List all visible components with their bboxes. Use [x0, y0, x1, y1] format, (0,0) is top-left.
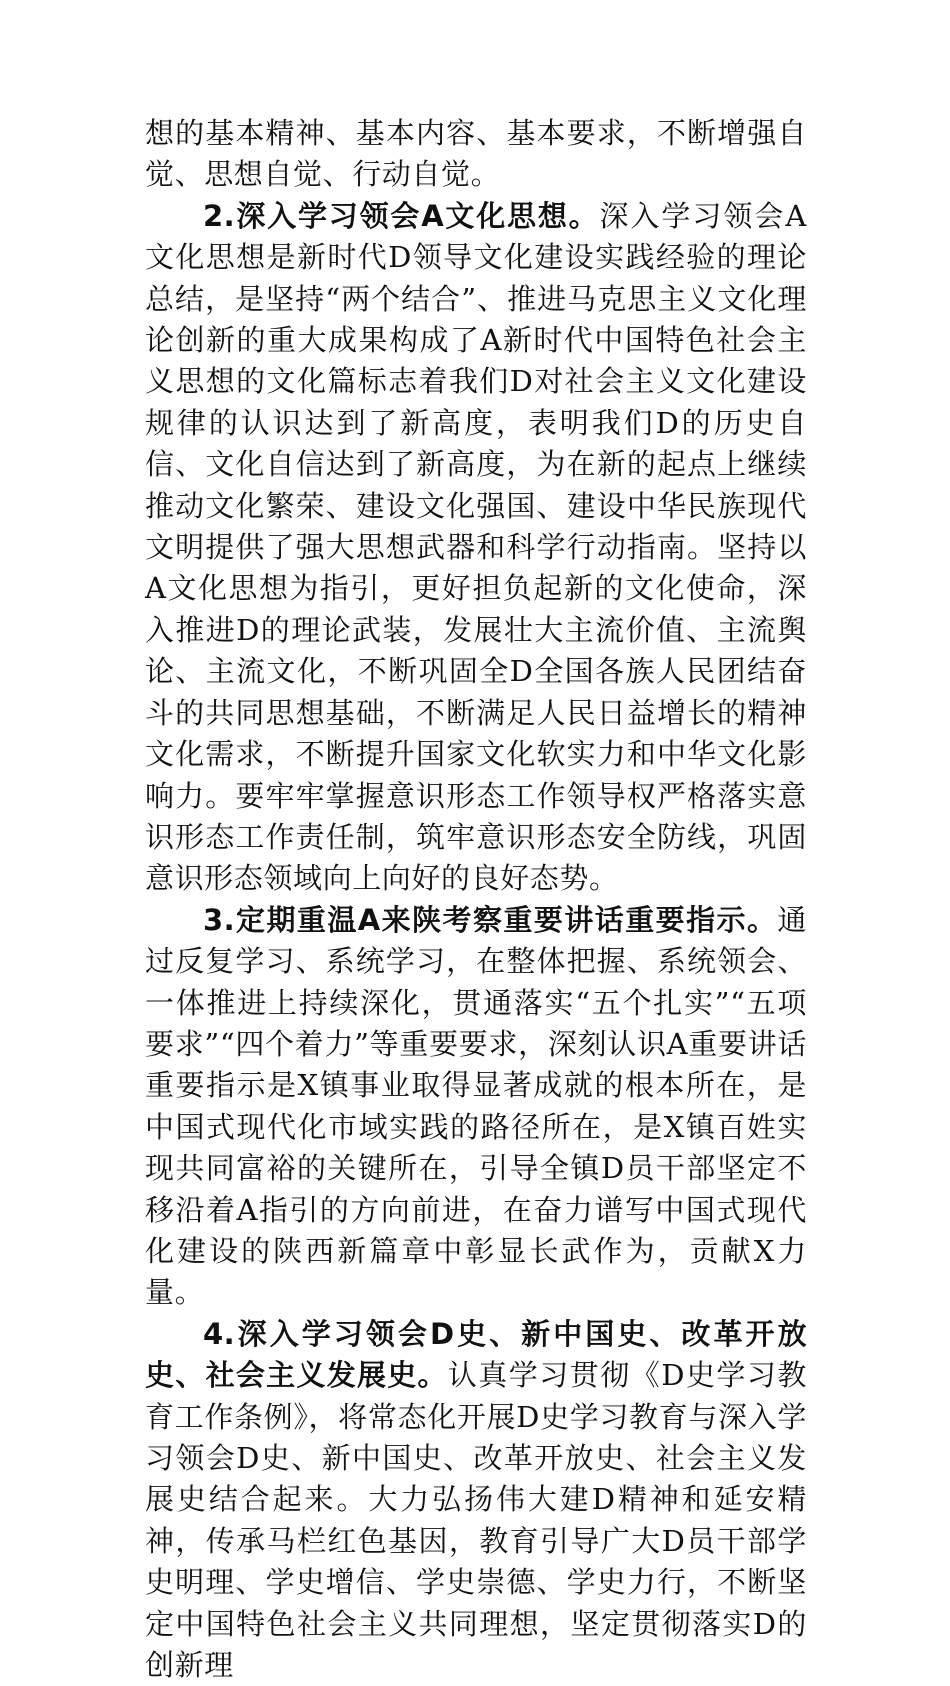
- paragraph-heading: 3.定期重温A来陕考察重要讲话重要指示。: [203, 902, 778, 937]
- paragraph-heading: 4.深入学习领会D史、新中国史、改革开放史、社会主义发展史。: [145, 1316, 807, 1393]
- paragraph-body: 认真学习贯彻《D史学习教育工作条例》，将常态化开展D史学习教育与深入学习领会D史、新中国史、改革开放史、社会主义发展史结合起来。大力弘扬伟大建D精神和延安精神，传承马栏红色基因，教育引导广大D员干部学史明理、学史增信、学史崇德、学史力行，不断坚定中国特色社会主义共同理想，坚定贯彻落实D的创新理: [145, 1358, 807, 1683]
- paragraph-body: 通过反复学习、系统学习，在整体把握、系统领会、一体推进上持续深化，贯通落实“五个扎实”“五项要求”“四个着力”等重要要求，深刻认识A重要讲话重要指示是X镇事业取得显著成就的根本所在，是中国式现代化市域实践的路径所在，是X镇百姓实现共同富裕的关键所在，引导全镇D员干部坚定不移沿着A指引的方向前进，在奋力谱写中国式现代化建设的陕西新篇章中彰显长武作为，贡献X力量。: [145, 902, 807, 1310]
- paragraph-item-4: [145, 1314, 807, 1686]
- paragraph-body: 深入学习领会A文化思想是新时代D领导文化建设实践经验的理论总结，是坚持“两个结合”、推进马克思主义文化理论创新的重大成果构成了A新时代中国特色社会主义思想的文化篇标志着我们D对社会主义文化建设规律的认识达到了新高度，表明我们D的历史自信、文化自信达到了新高度，为在新的起点上继续推动文化繁荣、建设文化强国、建设中华民族现代文明提供了强大思想武器和科学行动指南。坚持以A文化思想为指引，更好担负起新的文化使命，深入推进D的理论武装，发展壮大主流价值、主流舆论、主流文化，不断巩固全D全国各族人民团结奋斗的共同思想基础，不断满足人民日益增长的精神文化需求，不断提升国家文化软实力和中华文化影响力。要牢牢掌握意识形态工作领导权严格落实意识形态工作责任制，筑牢意识形态安全防线，巩固意识形态领域向上向好的良好态势。: [145, 198, 807, 896]
- paragraph-item-2: [145, 196, 807, 900]
- document-page: [145, 113, 807, 1686]
- paragraph-heading: 2.深入学习领会A文化思想。: [203, 198, 600, 233]
- paragraph-continuation: [145, 113, 807, 196]
- paragraph-body: 想的基本精神、基本内容、基本要求，不断增强自觉、思想自觉、行动自觉。: [145, 116, 807, 192]
- paragraph-item-3: [145, 900, 807, 1314]
